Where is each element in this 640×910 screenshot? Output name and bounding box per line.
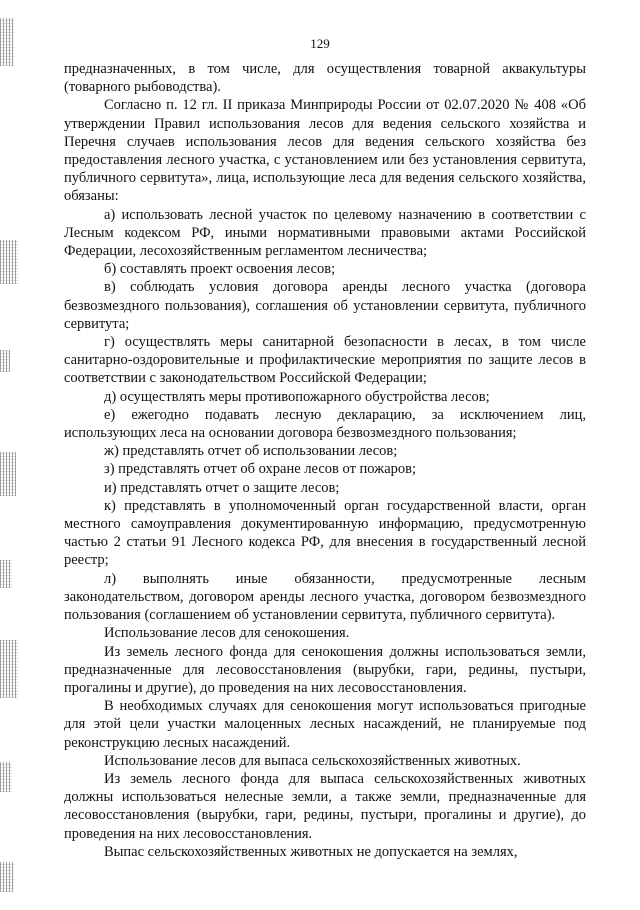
list-item-i: и) представлять отчет о защите лесов; (104, 479, 340, 496)
section-heading-haymaking: Использование лесов для сенокошения. (104, 625, 350, 642)
list-item-d: д) осуществлять меры противопожарного обустройства лесов; (104, 388, 490, 405)
list-item-a: а) использовать лесной участок по целевому назначению в соответствии с Лесным кодексом РФ, иными нормативными правовыми актами Российской Федерации, лесохозяйственным регламентом лесничества; (64, 206, 586, 260)
scan-binding-edge (0, 0, 20, 910)
page-number: 129 (310, 36, 330, 51)
list-item-b: б) составлять проект освоения лесов; (104, 261, 336, 278)
paragraph: Согласно п. 12 гл. II приказа Минприроды России от 02.07.2020 № 408 «Об утверждении Правил использования лесов для ведения сельского хозяйства и Перечня случаев использования лесов для ведения сельского хозяйства без предоставления лесного участка, с установлением или без установления сервитута, публичного сервитута», лица, использующие леса для ведения сельского хозяйства, обязаны: (64, 97, 586, 205)
list-item-g: г) осуществлять меры санитарной безопасности в лесах, в том числе санитарно-оздоровительные и профилактические мероприятия по защите лесов в соответствии с законодательством Российской Федерации; (64, 334, 586, 387)
paragraph: Из земель лесного фонда для выпаса сельскохозяйственных животных должны использоваться нелесные земли, а также земли, предназначенные для лесовосстановления (вырубки, гари, редины, пустыри, прогалины и другие), до проведения на них лесовосстановления. (64, 770, 586, 842)
paragraph: В необходимых случаях для сенокошения могут использоваться пригодные для этой цели участки малоценных лесных насаждений, не планируемые под реконструкцию лесных насаждений. (64, 698, 586, 751)
list-item-v: в) соблюдать условия договора аренды лесного участка (договора безвозмездного пользования), соглашения об установлении сервитута, публичного сервитута; (64, 279, 586, 332)
paragraph-truncated: Выпас сельскохозяйственных животных не допускается на землях, (104, 843, 518, 860)
list-item-zh: ж) представлять отчет об использовании лесов; (104, 443, 398, 460)
list-item-z: з) представлять отчет об охране лесов от пожаров; (104, 461, 417, 478)
document-body (64, 60, 586, 861)
list-item-l: л) выполнять иные обязанности, предусмотренные лесным законодательством, договором аренды лесного участка, договором безвозмездного пользования (соглашением об установлении сервитута, публичного сервитута). (64, 570, 586, 624)
section-heading-grazing: Использование лесов для выпаса сельскохозяйственных животных. (104, 752, 521, 769)
paragraph: Из земель лесного фонда для сенокошения должны использоваться земли, предназначенные для лесовосстановления (вырубки, гари, редины, пустыри, прогалины и другие), до проведения на них лесовосстановления. (64, 643, 586, 696)
paragraph-continuation: предназначенных, в том числе, для осуществления товарной аквакультуры (товарного рыбоводства). (64, 61, 586, 96)
list-item-k: к) представлять в уполномоченный орган государственной власти, орган местного самоуправления документированную информацию, предусмотренную частью 2 статьи 91 Лесного кодекса РФ, для внесения в государственный лесной реестр; (64, 497, 586, 569)
list-item-e: е) ежегодно подавать лесную декларацию, за исключением лиц, использующих леса на основании договора безвозмездного пользования; (64, 406, 586, 442)
